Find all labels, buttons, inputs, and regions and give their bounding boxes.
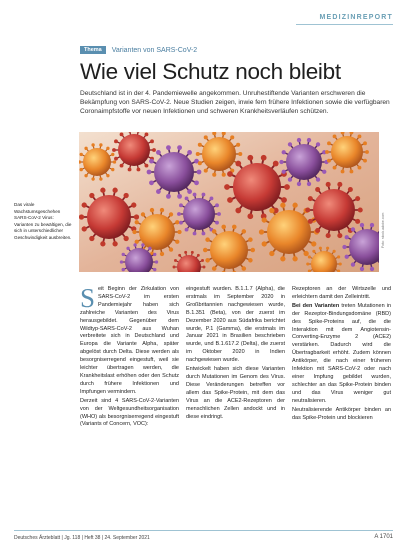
article-body (80, 283, 392, 529)
kicker (80, 46, 197, 54)
thema-badge: Thema (80, 46, 106, 54)
page-number: A 1701 (374, 534, 393, 540)
body-text: eingestuft wurden. B.1.1.7 (Alpha), die erstmals im September 2020 in Großbritannien nachgewiesen wurde, B.1.351 (Beta), von der zuerst im Dezember 2020 aus Südafrika berichtet wurde, P.1 (Gamma), die erstmals im Januar 2021 in Brasilien beschrieben wurde, und B.1.617.2 (Delta), die zuerst im Oktober 2020 in Indien nachgewiesen wurde. (186, 286, 285, 364)
headline: Wie viel Schutz noch bleibt (80, 59, 341, 84)
footer-rule (14, 530, 393, 531)
hero-image (79, 132, 379, 272)
body-text: Rezeptoren an der Wirtszelle und erleichtern damit den Zelleintritt. (292, 286, 391, 300)
section-label: MEDIZINREPORT (319, 14, 393, 21)
lead-paragraph: Deutschland ist in der 4. Pandemiewelle angekommen. Unruhestiftende Varianten erschweren die Bekämpfung von SARS-CoV-2. Neue Studien zeigen, inwie fern frühere Infektionen sowie die verfügbaren Coronaimpfstoffe vor neuen Infektionen und schweren Krankheitsverläufen schützen. (80, 90, 390, 116)
column-3 (292, 286, 391, 423)
kicker-text: Varianten von SARS-CoV-2 (111, 46, 198, 54)
body-text: treten Mutationen in der Rezeptor-Bindungsdomäne (RBD) des Spike-Proteins auf, die die Interaktion mit dem Angiotensin-Converting-Enzyme 2 (ACE2) verstärken. Dadurch wird die Übertragbarkeit erhöht. Zudem können Antikörper, die nach einer früheren Infektion mit SARS-CoV-2 oder nach einer Impfung gebildet wurden, schlechter an das Spike-Protein binden und das Virus weniger gut neutralisieren. (292, 302, 392, 404)
photo-credit: Foto: stock.adobe.com (381, 212, 385, 248)
body-text: eit Beginn der Zirkulation von SARS-CoV-2 im ersten Pandemiejahr haben sich zahlreiche Varianten des Virus herausgebildet. Gegenüber dem Wildtyp-SARS-CoV-2 aus Wuhan verbreitete sich in Deutschland und Europa die Variante Alpha, später abgelöst durch Delta. Diese werden als besorgniserregend eingestuft, weil sie leichter übertragen werden, die Krankheitslast erhöhen oder den Schutz durch frühere Infektionen und Impfungen vermindern. (80, 286, 179, 395)
body-text: Derzeit sind 4 SARS-CoV-2-Varianten von der Weltgesundheitsorganisation (WHO) als besorgniserregend eingestuft (Variants of Concern, VOC): (80, 397, 179, 428)
footer-citation: Deutsches Ärzteblatt | Jg. 118 | Heft 38 | 24. September 2021 (14, 535, 150, 541)
paragraph-heading: Bei den Varianten (292, 302, 340, 309)
coronavirus-illustration (79, 132, 379, 272)
body-text: Neutralisierende Antikörper binden an das Spike-Protein und blockieren (292, 406, 391, 421)
header-rule (296, 24, 393, 25)
body-text: Entwickelt haben sich diese Varianten durch Mutationen im Genom des Virus. Diese Veränderungen betreffen vor allem das Spike-Protein, mit dem das Virus an die ACE2-Rezeptoren der menschlichen Zellen andockt und in diese eindringt. (186, 366, 285, 420)
column-1 (80, 283, 179, 430)
image-caption: Das virale Wachstumsgeschehen SARS-CoV-2 Virus: Varianten zu bewältigen, die sich in unterschiedlicher Geschwindigkeit ausbreiten. (14, 202, 72, 240)
dropcap: S (80, 283, 96, 313)
column-2 (186, 286, 285, 422)
